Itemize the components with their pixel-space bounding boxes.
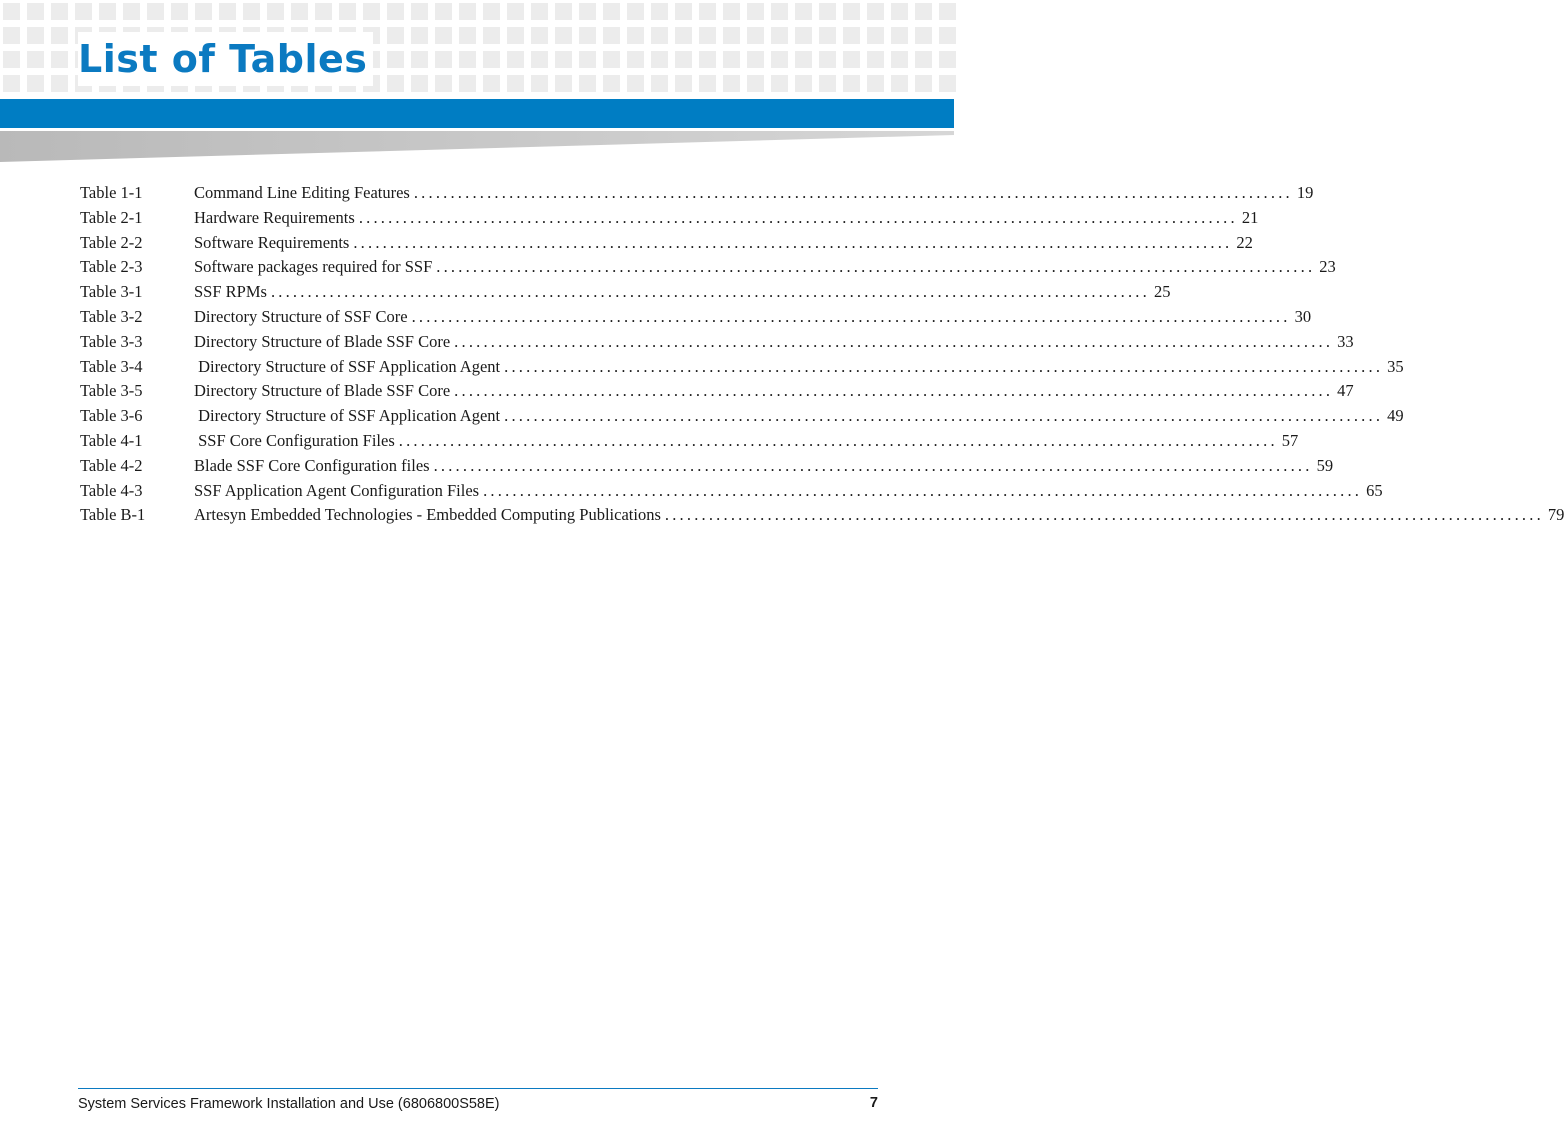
toc-table-number: Table B-1: [80, 505, 146, 525]
pattern-square: [651, 75, 668, 92]
pattern-square: [555, 75, 572, 92]
pattern-square: [603, 27, 620, 44]
pattern-square: [51, 3, 68, 20]
pattern-square: [339, 3, 356, 20]
toc-table-number: Table 2-3: [80, 257, 143, 277]
toc-dot-leader: ........................................................................................................................: [433, 455, 1313, 475]
pattern-square: [915, 51, 932, 68]
toc-table-number: Table 4-3: [80, 480, 143, 500]
pattern-square: [747, 27, 764, 44]
pattern-square: [819, 51, 836, 68]
toc-page-number: 65: [1366, 480, 1383, 500]
toc-entry[interactable]: [80, 232, 1253, 258]
pattern-square: [651, 3, 668, 20]
pattern-square: [627, 75, 644, 92]
toc-table-title: Directory Structure of SSF Core: [194, 306, 408, 326]
pattern-square: [459, 51, 476, 68]
toc-page-number: 33: [1337, 331, 1354, 351]
pattern-square: [795, 51, 812, 68]
toc-dot-leader: ........................................................................................................................: [483, 480, 1363, 500]
toc-table-title: Directory Structure of Blade SSF Core: [194, 331, 451, 351]
toc-table-title: Hardware Requirements: [194, 207, 355, 227]
pattern-square: [195, 3, 212, 20]
toc-entry[interactable]: [80, 183, 1314, 208]
pattern-square: [891, 51, 908, 68]
pattern-square: [75, 3, 92, 20]
pattern-square: [915, 27, 932, 44]
toc-page-number: 47: [1337, 381, 1354, 401]
pattern-square: [795, 27, 812, 44]
toc-entry[interactable]: [80, 480, 1383, 506]
toc-table-number: Table 4-2: [80, 455, 143, 475]
toc-entry[interactable]: [80, 356, 1404, 382]
pattern-square: [843, 75, 860, 92]
toc-entry[interactable]: [80, 455, 1334, 481]
pattern-square: [387, 27, 404, 44]
pattern-square: [123, 3, 140, 20]
toc-dot-leader: ........................................................................................................................: [398, 430, 1278, 450]
pattern-square: [579, 51, 596, 68]
pattern-square: [435, 27, 452, 44]
pattern-square: [3, 27, 20, 44]
pattern-square: [579, 27, 596, 44]
toc-dot-leader: ........................................................................................................................: [504, 356, 1384, 376]
toc-table-number: Table 4-1: [80, 430, 143, 450]
pattern-square: [555, 27, 572, 44]
toc-table-number: Table 3-5: [80, 381, 143, 401]
pattern-square: [3, 51, 20, 68]
pattern-square: [723, 75, 740, 92]
toc-entry[interactable]: [80, 282, 1171, 307]
pattern-square: [411, 75, 428, 92]
toc-table-number: Table 2-1: [80, 207, 143, 227]
toc-dot-leader: ........................................................................................................................: [454, 331, 1334, 351]
toc-table-title: Software Requirements: [194, 232, 350, 252]
pattern-square: [603, 3, 620, 20]
pattern-square: [51, 75, 68, 92]
list-of-tables: [80, 183, 1564, 530]
toc-table-title: Blade SSF Core Configuration files: [194, 455, 430, 475]
toc-page-number: 19: [1296, 183, 1314, 202]
pattern-square: [507, 27, 524, 44]
pattern-square: [771, 75, 788, 92]
toc-dot-leader: ........................................................................................................................: [270, 282, 1150, 302]
footer-document-title: System Services Framework Installation and Use (6806800S58E): [78, 1096, 500, 1112]
toc-table-title: Directory Structure of SSF Application Agent: [194, 356, 501, 376]
toc-entry[interactable]: [80, 331, 1354, 357]
toc-table-number: Table 3-6: [80, 406, 143, 426]
toc-page-number: 22: [1236, 232, 1253, 252]
pattern-square: [459, 3, 476, 20]
pattern-square: [483, 3, 500, 20]
pattern-square: [291, 3, 308, 20]
pattern-square: [147, 3, 164, 20]
pattern-square: [315, 3, 332, 20]
pattern-square: [363, 3, 380, 20]
pattern-square: [819, 75, 836, 92]
toc-dot-leader: ........................................................................................................................: [411, 306, 1291, 326]
pattern-square: [795, 75, 812, 92]
toc-page-number: 49: [1387, 406, 1404, 426]
pattern-square: [459, 75, 476, 92]
pattern-square: [747, 51, 764, 68]
toc-entry[interactable]: [80, 505, 1564, 530]
toc-page-number: 57: [1281, 430, 1299, 450]
pattern-square: [411, 51, 428, 68]
toc-table-number: Table 3-2: [80, 306, 143, 326]
toc-page-number: 79: [1547, 505, 1564, 525]
pattern-square: [867, 51, 884, 68]
pattern-square: [843, 51, 860, 68]
toc-entry[interactable]: [80, 207, 1259, 233]
toc-table-number: Table 1-1: [80, 183, 143, 202]
pattern-square: [435, 3, 452, 20]
pattern-square: [531, 3, 548, 20]
pattern-square: [771, 51, 788, 68]
header-blue-bar: [0, 99, 954, 128]
toc-table-title: SSF Application Agent Configuration Files: [194, 480, 480, 500]
pattern-square: [915, 3, 932, 20]
pattern-square: [939, 27, 956, 44]
pattern-square: [411, 27, 428, 44]
pattern-square: [627, 51, 644, 68]
pattern-square: [747, 3, 764, 20]
pattern-square: [891, 3, 908, 20]
pattern-square: [627, 27, 644, 44]
page-title: List of Tables: [78, 32, 373, 86]
footer-page-number: 7: [869, 1095, 878, 1111]
pattern-square: [843, 27, 860, 44]
toc-dot-leader: ........................................................................................................................: [454, 381, 1334, 401]
toc-table-title: Software packages required for SSF: [194, 257, 433, 277]
pattern-square: [27, 3, 44, 20]
pattern-square: [27, 51, 44, 68]
pattern-square: [27, 75, 44, 92]
pattern-square: [243, 3, 260, 20]
toc-entry[interactable]: [80, 257, 1336, 282]
pattern-square: [819, 3, 836, 20]
toc-page-number: 59: [1316, 455, 1334, 475]
pattern-square: [483, 51, 500, 68]
pattern-square: [531, 51, 548, 68]
pattern-square: [603, 75, 620, 92]
pattern-square: [483, 75, 500, 92]
pattern-square: [483, 27, 500, 44]
pattern-square: [99, 3, 116, 20]
toc-page-number: 23: [1319, 257, 1336, 277]
toc-table-number: Table 3-3: [80, 331, 143, 351]
pattern-square: [939, 3, 956, 20]
pattern-square: [387, 75, 404, 92]
pattern-square: [867, 27, 884, 44]
pattern-square: [171, 3, 188, 20]
pattern-square: [651, 51, 668, 68]
pattern-square: [699, 75, 716, 92]
pattern-square: [459, 27, 476, 44]
pattern-square: [723, 27, 740, 44]
toc-table-title: Directory Structure of Blade SSF Core: [194, 381, 451, 401]
pattern-square: [675, 27, 692, 44]
toc-entry[interactable]: [80, 406, 1404, 431]
toc-page-number: 30: [1294, 306, 1312, 326]
pattern-square: [891, 75, 908, 92]
toc-table-title: SSF Core Configuration Files: [194, 430, 395, 450]
toc-dot-leader: ........................................................................................................................: [413, 183, 1293, 202]
pattern-square: [507, 75, 524, 92]
toc-entry[interactable]: [80, 430, 1299, 456]
toc-table-number: Table 2-2: [80, 232, 143, 252]
pattern-square: [603, 51, 620, 68]
pattern-square: [675, 3, 692, 20]
toc-page-number: 35: [1387, 356, 1404, 376]
pattern-square: [507, 51, 524, 68]
toc-entry[interactable]: [80, 381, 1354, 406]
pattern-square: [51, 51, 68, 68]
toc-table-number: Table 3-1: [80, 282, 143, 302]
pattern-square: [627, 3, 644, 20]
pattern-square: [555, 3, 572, 20]
pattern-square: [435, 75, 452, 92]
pattern-square: [675, 75, 692, 92]
pattern-square: [771, 27, 788, 44]
footer-rule: [78, 1088, 878, 1089]
pattern-square: [843, 3, 860, 20]
toc-dot-leader: ........................................................................................................................: [664, 505, 1544, 525]
toc-table-number: Table 3-4: [80, 356, 143, 376]
toc-table-title: SSF RPMs: [194, 282, 267, 302]
pattern-square: [3, 75, 20, 92]
toc-table-title: Artesyn Embedded Technologies - Embedded Computing Publications: [194, 505, 661, 525]
pattern-square: [795, 3, 812, 20]
pattern-square: [435, 51, 452, 68]
pattern-square: [699, 27, 716, 44]
pattern-square: [219, 3, 236, 20]
pattern-square: [3, 3, 20, 20]
toc-table-title: Command Line Editing Features: [194, 183, 410, 202]
pattern-square: [867, 3, 884, 20]
toc-page-number: 21: [1241, 207, 1259, 227]
toc-dot-leader: ........................................................................................................................: [358, 207, 1238, 227]
pattern-square: [723, 51, 740, 68]
pattern-square: [51, 27, 68, 44]
pattern-square: [915, 75, 932, 92]
pattern-square: [723, 3, 740, 20]
pattern-square: [819, 27, 836, 44]
pattern-square: [867, 75, 884, 92]
pattern-square: [747, 75, 764, 92]
pattern-square: [675, 51, 692, 68]
pattern-square: [699, 51, 716, 68]
toc-entry[interactable]: [80, 306, 1312, 332]
header-grey-wedge: [0, 128, 954, 164]
toc-dot-leader: ........................................................................................................................: [353, 232, 1233, 252]
pattern-square: [27, 27, 44, 44]
pattern-square: [939, 75, 956, 92]
toc-table-title: Directory Structure of SSF Application Agent: [194, 406, 501, 426]
pattern-square: [651, 27, 668, 44]
pattern-square: [771, 3, 788, 20]
pattern-square: [579, 75, 596, 92]
pattern-square: [891, 27, 908, 44]
pattern-square: [579, 3, 596, 20]
pattern-square: [411, 3, 428, 20]
pattern-square: [939, 51, 956, 68]
pattern-square: [267, 3, 284, 20]
toc-page-number: 25: [1153, 282, 1171, 302]
pattern-square: [387, 51, 404, 68]
pattern-square: [531, 27, 548, 44]
pattern-square: [699, 3, 716, 20]
pattern-square: [507, 3, 524, 20]
toc-dot-leader: ........................................................................................................................: [504, 406, 1384, 426]
pattern-square: [531, 75, 548, 92]
pattern-square: [555, 51, 572, 68]
pattern-square: [387, 3, 404, 20]
toc-dot-leader: ........................................................................................................................: [436, 257, 1316, 277]
